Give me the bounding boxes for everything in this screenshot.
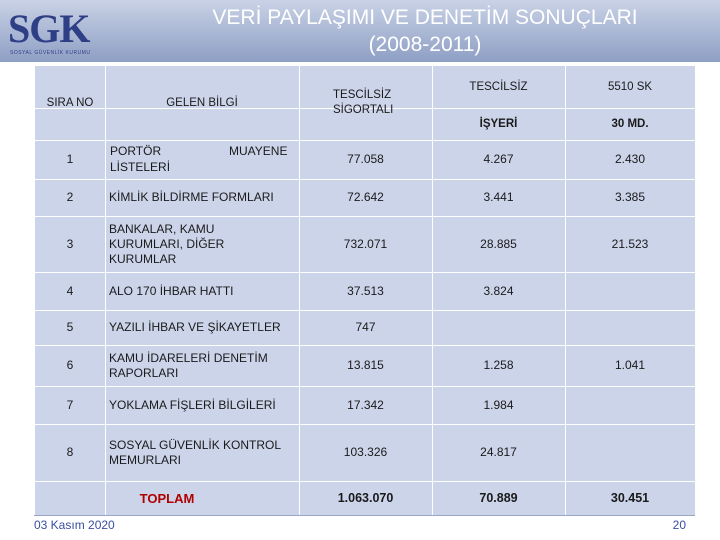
row-8-no: 8 — [66, 445, 74, 459]
row-7-v1: 17.342 — [347, 397, 384, 412]
row-7-v3 — [565, 386, 695, 424]
row-4-v1: 37.513 — [347, 283, 384, 298]
logo-subtitle: SOSYAL GÜVENLİK KURUMU — [10, 50, 91, 56]
row-2-label: KİMLİK BİLDİRME FORMLARI — [109, 190, 274, 204]
header-isyeri: İŞYERİ — [479, 117, 518, 130]
header-tescilsiz-sigortali: TESCİLSİZ SİGORTALI — [333, 89, 394, 116]
row-1-label — [105, 140, 299, 179]
row-7-no: 7 — [66, 397, 74, 412]
header-tescilsiz: TESCİLSİZ — [469, 80, 528, 93]
title-line-2: (2008-2011) — [368, 33, 482, 56]
row-6-v1: 13.815 — [347, 358, 384, 372]
row-8-label: SOSYAL GÜVENLİK KONTROL MEMURLARI — [109, 437, 281, 467]
row-5-label: YAZILI İHBAR VE ŞİKAYETLER — [109, 320, 281, 334]
row-3-v3: 21.523 — [611, 236, 649, 251]
header-sira-no: SIRA NO — [46, 96, 94, 109]
row-8-v2: 24.817 — [480, 445, 517, 459]
row-7-v2: 1.984 — [483, 397, 514, 412]
row-3-label: BANKALAR, KAMU KURUMLARI, DİĞER KURUMLAR — [109, 221, 225, 266]
header-5510-sk: 5510 SK — [607, 80, 653, 93]
row-5-v3 — [565, 310, 695, 345]
title-line-1: VERİ PAYLAŞIMI VE DENETİM SONUÇLARI — [212, 6, 638, 29]
row-5-v2 — [432, 310, 565, 345]
row-5-v1: 747 — [355, 320, 376, 334]
row-8-v3 — [565, 424, 695, 481]
page-number: 20 — [672, 518, 686, 532]
row-3-v2: 28.885 — [480, 236, 517, 251]
row-3-no: 3 — [66, 236, 74, 251]
row-4-v2: 3.824 — [483, 283, 514, 298]
row-1-v3: 2.430 — [614, 152, 646, 166]
footer-date: 03 Kasım 2020 — [34, 518, 115, 532]
page-title — [130, 4, 720, 58]
header-gelen-bilgi: GELEN BİLGİ — [166, 96, 238, 109]
row-6-no: 6 — [66, 358, 74, 372]
footer-divider — [34, 515, 695, 516]
total-v3: 30.451 — [610, 491, 650, 505]
header-30-md: 30 MD. — [611, 117, 649, 130]
row-1-v2: 4.267 — [483, 152, 514, 166]
row-1-v1: 77.058 — [347, 152, 384, 166]
sgk-logo — [8, 6, 126, 58]
row-6-v3: 1.041 — [614, 358, 646, 372]
header-banner — [0, 0, 720, 62]
row-8-v1: 103.326 — [343, 445, 388, 459]
row-6-label: KAMU İDARELERİ DENETİM RAPORLARI — [109, 350, 268, 380]
row-2-v3: 3.385 — [614, 190, 646, 204]
total-v1: 1.063.070 — [337, 491, 394, 505]
row-2-v1: 72.642 — [347, 190, 384, 204]
row-1-label-part-a: PORTÖR — [110, 144, 162, 158]
row-2-v2: 3.441 — [483, 190, 514, 204]
total-v2: 70.889 — [479, 491, 518, 505]
row-7-label: YOKLAMA FİŞLERİ BİLGİLERİ — [109, 397, 276, 412]
row-1-label-part-b: MUAYENE — [229, 144, 288, 158]
row-1-no: 1 — [66, 152, 74, 166]
row-5-no: 5 — [66, 320, 74, 334]
total-label: TOPLAM — [139, 491, 195, 506]
row-4-no: 4 — [66, 283, 74, 298]
row-4-label: ALO 170 İHBAR HATTI — [109, 283, 234, 298]
row-6-v2: 1.258 — [483, 358, 514, 372]
row-4-v3 — [565, 272, 695, 310]
row-1-label-part-c: LİSTELERİ — [110, 160, 171, 174]
row-2-no: 2 — [66, 190, 74, 204]
logo-text: SGK — [8, 6, 90, 51]
row-3-v1: 732.071 — [343, 236, 388, 251]
